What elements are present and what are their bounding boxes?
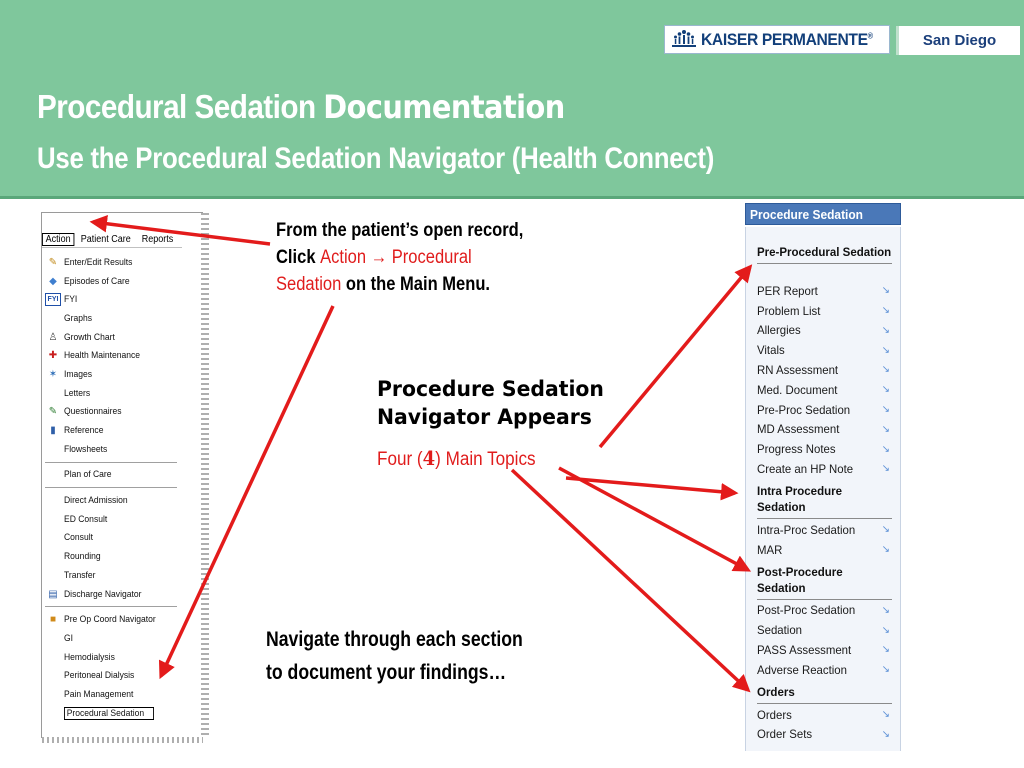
menu-item-label: Growth Chart [64,331,115,343]
navigator-item-label: Vitals [757,343,785,358]
jump-arrow-icon: ↘ [881,544,890,556]
menu-item-spacer [45,513,61,526]
menu-item-label: Episodes of Care [64,275,130,287]
instruction1-line2: Click Action → Procedural [276,247,472,268]
navigator-item-label: Sedation [757,623,803,638]
menu-item-label: Transfer [64,569,96,581]
menu-item-label: Discharge Navigator [64,588,142,600]
kaiser-permanente-logo [664,25,890,54]
growth-chart-icon: ♙ [48,331,58,343]
menu-item-spacer [45,651,61,664]
navigator-section-title: Orders [757,685,892,704]
navigator-item-allergies[interactable] [757,321,892,341]
menu-item-label: Direct Admission [64,495,128,507]
jump-arrow-icon: ↘ [881,285,890,297]
instruction2-line1: Procedure Sedation [377,377,604,401]
arrow-to-orders [512,470,748,690]
navigator-item-problem-list[interactable] [757,301,892,321]
navigator-item-md-assessment[interactable] [757,420,892,440]
menu-item-label: Flowsheets [64,443,108,455]
reference-icon: ▮ [50,425,56,437]
instruction-four-topics: Four (4) Main Topics [377,446,536,470]
menu-item-spacer [45,688,61,701]
menu-item-spacer [45,669,61,682]
jump-arrow-icon: ↘ [881,463,890,475]
header-divider [0,196,1024,199]
menu-item-spacer [45,312,61,325]
menu-item-label: Pain Management [64,688,134,700]
navigator-item-label: Order Sets [757,727,813,742]
menu-item-questionnaires[interactable] [45,403,179,422]
navigator-item-adverse-reaction[interactable] [757,660,892,680]
menu-separator [45,606,177,607]
menu-item-plan-of-care[interactable] [45,466,179,485]
menu-item-gi[interactable] [45,629,179,648]
menu-item-transfer[interactable] [45,566,179,585]
jump-arrow-icon: ↘ [881,364,890,376]
menu-item-label: Images [64,368,93,380]
menu-item-label: Pre Op Coord Navigator [64,614,156,626]
action-menu-list [45,253,179,723]
navigator-item-label: Adverse Reaction [757,662,847,677]
arrow-to-post-procedure [559,468,748,570]
menu-item-health-maintenance[interactable] [45,346,179,365]
instruction1-line1: From the patient’s open record, [276,220,524,241]
navigator-item-label: RN Assessment [757,362,839,377]
menu-item-pain-management[interactable] [45,685,179,704]
menu-item-spacer [45,387,61,400]
menu-item-direct-admission[interactable] [45,491,179,510]
instruction1-line3: Sedation on the Main Menu. [276,274,491,295]
episodes-icon: ◆ [49,275,57,287]
menu-item-ed-consult[interactable] [45,510,179,529]
menu-item-spacer [45,494,61,507]
navigator-item-vitals[interactable] [757,340,892,360]
navigator-item-progress-notes[interactable] [757,439,892,459]
menu-item-spacer [45,468,61,481]
navigator-item-order-sets[interactable] [757,725,892,745]
navigator-item-label: Create an HP Note [757,461,854,476]
menu-item-label: Reference [64,425,104,437]
navigator-item-label: Problem List [757,303,821,318]
jump-arrow-icon: ↘ [881,709,890,721]
jump-arrow-icon: ↘ [881,324,890,336]
menu-item-label: Plan of Care [64,469,112,481]
jump-arrow-icon: ↘ [881,728,890,740]
menu-reports[interactable]: Reports [142,233,174,245]
navigator-item-label: Pre-Proc Sedation [757,402,851,417]
action-menu-screenshot [41,212,203,738]
navigator-item-orders[interactable] [757,705,892,725]
navigator-item-sedation[interactable] [757,620,892,640]
menu-item-label: GI [64,632,74,644]
menu-item-letters[interactable] [45,384,179,403]
procedure-sedation-navigator [745,203,901,751]
navigator-item-label: PER Report [757,283,818,298]
navigator-item-mar[interactable] [757,540,892,560]
menu-item-spacer [45,632,61,645]
menu-item-reference[interactable] [45,421,179,440]
region-label: San Diego [896,26,1020,55]
menu-item-label: Peritoneal Dialysis [64,670,135,682]
menu-action[interactable]: Action [42,233,74,246]
jump-arrow-icon: ↘ [881,423,890,435]
jump-arrow-icon: ↘ [881,384,890,396]
arrow-to-pre-procedural [600,267,750,447]
menu-item-fyi[interactable] [45,290,179,309]
instruction-open-record [276,217,563,298]
jump-arrow-icon: ↘ [881,644,890,656]
navigator-item-label: Med. Document [757,382,838,397]
logo-text: KAISER PERMANENTE® [701,29,873,49]
navigator-item-label: Intra-Proc Sedation [757,522,856,537]
navigator-body [745,227,901,751]
instruction3-line2: to document your findings… [266,661,507,684]
kp-people-icon [671,29,697,51]
menu-item-peritoneal-dialysis[interactable] [45,666,179,685]
instruction-navigator-appears [377,375,604,431]
navigator-item-label: PASS Assessment [757,642,852,657]
page-subtitle: Use the Procedural Sedation Navigator (Health Connect) [37,142,715,175]
jump-arrow-icon: ↘ [881,604,890,616]
menu-item-spacer [45,569,61,582]
jump-arrow-icon: ↘ [881,305,890,317]
menu-item-spacer [45,531,61,544]
jump-arrow-icon: ↘ [881,624,890,636]
header-band [0,0,1024,196]
menu-item-pre-op-coord-navigator[interactable] [45,610,179,629]
navigator-item-med-document[interactable] [757,380,892,400]
navigator-item-rn-assessment[interactable] [757,360,892,380]
menu-item-spacer [45,707,61,720]
navigator-item-label: MAR [757,542,783,557]
menu-item-images[interactable] [45,365,179,384]
menu-item-consult[interactable] [45,529,179,548]
torn-edge [201,213,209,738]
navigator-item-pass-assessment[interactable] [757,640,892,660]
menu-item-label: Hemodialysis [64,651,115,663]
navigator-item-label: Post-Proc Sedation [757,603,856,618]
instruction-navigate [266,623,523,689]
fyi-icon: FYI [45,293,61,306]
menu-item-label: Procedural Sedation [64,707,154,720]
jump-arrow-icon: ↘ [881,664,890,676]
menu-item-label: Health Maintenance [64,350,141,362]
menu-item-graphs[interactable] [45,309,179,328]
package-icon: ■ [49,614,57,626]
menu-item-enter-edit-results[interactable] [45,253,179,272]
menu-item-label: Rounding [64,551,101,563]
jump-arrow-icon: ↘ [881,443,890,455]
navigator-item-label: MD Assessment [757,422,840,437]
navigator-item-label: Allergies [757,323,801,338]
menu-item-label: Enter/Edit Results [64,256,133,268]
arrow-to-intra-procedure [566,478,735,493]
menu-item-rounding[interactable] [45,547,179,566]
navigator-item-intra-proc-sedation[interactable] [757,520,892,540]
menu-item-spacer [45,550,61,563]
navigator-section-title: Intra Procedure Sedation [757,484,892,519]
menu-item-label: Letters [64,387,91,399]
menubar [42,231,182,248]
jump-arrow-icon: ↘ [881,404,890,416]
page-title: Procedural Sedation Documentation [37,88,565,126]
images-icon: ✶ [48,368,58,380]
navigator-header: Procedure Sedation [745,203,901,225]
navigator-section-title: Post-Procedure Sedation [757,565,892,600]
navigator-item-pre-proc-sedation[interactable] [757,400,892,420]
menu-item-label: ED Consult [64,513,108,525]
pencil-icon: ✎ [48,256,58,268]
menu-item-label: FYI [64,294,78,306]
menu-item-growth-chart[interactable] [45,328,179,347]
discharge-icon: ▤ [48,588,58,600]
menu-separator [45,487,177,488]
menu-item-spacer [45,443,61,456]
menu-separator [45,462,177,463]
menu-item-label: Consult [64,532,93,544]
menu-item-episodes-of-care[interactable] [45,272,179,291]
health-maintenance-icon: ✚ [48,350,58,362]
navigator-item-label: Orders [757,707,792,722]
navigator-item-post-proc-sedation[interactable] [757,601,892,621]
menu-item-label: Questionnaires [64,406,122,418]
menu-item-label: Graphs [64,312,93,324]
instruction2-line2: Navigator Appears [377,405,592,429]
navigator-item-per-report[interactable] [757,281,892,301]
questionnaire-icon: ✎ [48,406,58,418]
menu-item-hemodialysis[interactable] [45,648,179,667]
navigator-item-label: Progress Notes [757,442,836,457]
menu-item-procedural-sedation[interactable] [45,704,179,723]
navigator-item-create-an-hp-note[interactable] [757,459,892,479]
navigator-section-title: Pre-Procedural Sedation [757,245,892,264]
torn-edge-bottom [42,737,203,743]
instruction3-line1: Navigate through each section [266,628,523,651]
jump-arrow-icon: ↘ [881,344,890,356]
menu-item-discharge-navigator[interactable] [45,585,179,604]
menu-patient-care[interactable]: Patient Care [80,233,131,245]
jump-arrow-icon: ↘ [881,524,890,536]
menu-item-flowsheets[interactable] [45,440,179,459]
